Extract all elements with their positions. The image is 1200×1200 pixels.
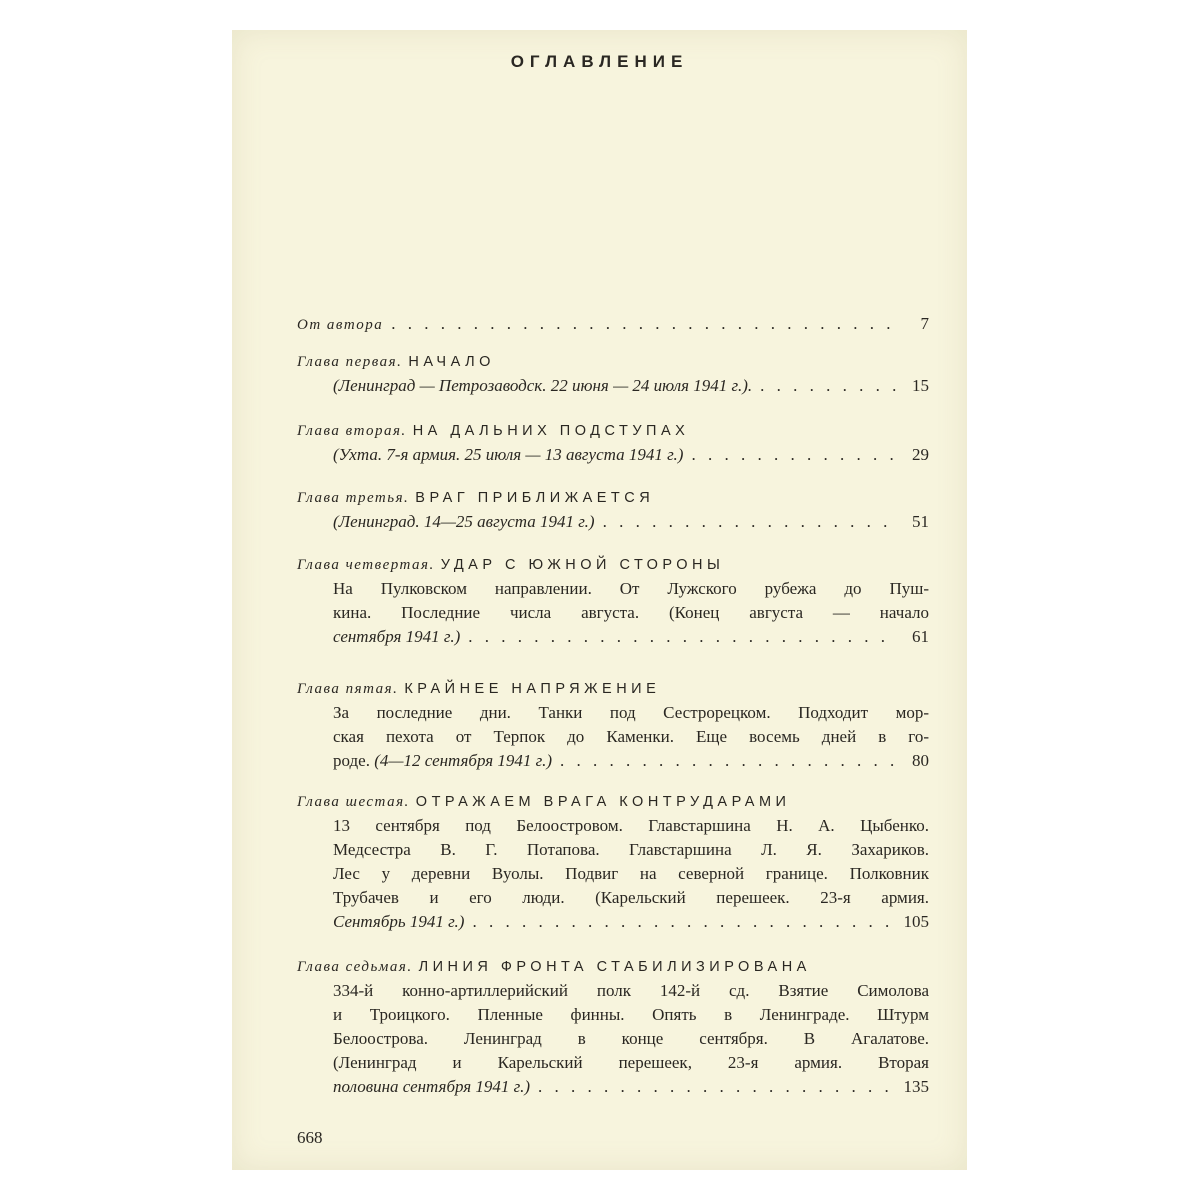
page-number: 29 bbox=[912, 445, 929, 464]
chapter-description-line: 13 сентября под Белоостровом. Главстаршина Н. А. Цыбенко. bbox=[333, 816, 929, 835]
chapter-title: НАЧАЛО bbox=[408, 354, 495, 370]
dot-leader bbox=[760, 374, 897, 398]
chapter-description-line: Медсестра В. Г. Потапова. Главстаршина Л. Я. Захариков. bbox=[333, 840, 929, 859]
chapter-dates: (Ленинград — Петрозаводск. 22 июня — 24 июля 1941 г.). bbox=[333, 376, 753, 395]
page-number: 15 bbox=[912, 376, 929, 395]
page-number: 61 bbox=[912, 627, 929, 646]
chapter-number: Глава первая. bbox=[297, 354, 403, 370]
chapter-number: Глава вторая. bbox=[297, 423, 407, 439]
toc-entry-author bbox=[297, 312, 929, 336]
dot-leader bbox=[603, 510, 897, 534]
chapter-dates: (4—12 сентября 1941 г.) bbox=[374, 751, 552, 770]
chapter-title: ВРАГ ПРИБЛИЖАЕТСЯ bbox=[415, 490, 655, 506]
page-number: 7 bbox=[920, 314, 929, 333]
chapter-number: Глава шестая. bbox=[297, 794, 410, 810]
dot-leader bbox=[472, 910, 895, 934]
chapter-number: Глава седьмая. bbox=[297, 959, 413, 975]
toc-chapter bbox=[297, 419, 929, 467]
toc-chapter bbox=[297, 486, 929, 534]
chapter-title: УДАР С ЮЖНОЙ СТОРОНЫ bbox=[440, 557, 725, 573]
chapter-description-line: Лес у деревни Вуолы. Подвиг на северной границе. Полковник bbox=[333, 864, 929, 883]
chapter-description-line: На Пулковском направлении. От Лужского рубежа до Пуш- bbox=[333, 579, 929, 598]
page-number: 80 bbox=[912, 751, 929, 770]
page-number: 105 bbox=[903, 912, 929, 931]
toc-chapter bbox=[297, 553, 929, 649]
toc-chapter bbox=[297, 790, 929, 934]
chapter-title: НА ДАЛЬНИХ ПОДСТУПАХ bbox=[412, 423, 690, 439]
chapter-description-line: кина. Последние числа августа. (Конец августа — начало bbox=[333, 603, 929, 622]
dot-leader bbox=[538, 1075, 896, 1099]
chapter-title: ЛИНИЯ ФРОНТА СТАБИЛИЗИРОВАНА bbox=[418, 959, 811, 975]
page-number: 135 bbox=[903, 1077, 929, 1096]
chapter-description-text: роде. bbox=[333, 751, 370, 770]
chapter-description-line: и Троицкого. Пленные финны. Опять в Ленинграде. Штурм bbox=[333, 1005, 929, 1024]
folio: 668 bbox=[297, 1128, 323, 1147]
chapter-description-line: За последние дни. Танки под Сестрорецком. Подходит мор- bbox=[333, 703, 929, 722]
chapter-dates: сентября 1941 г.) bbox=[333, 627, 461, 646]
dot-leader bbox=[691, 443, 897, 467]
chapter-number: Глава пятая. bbox=[297, 681, 399, 697]
chapter-description-line: Трубачев и его люди. (Карельский перешеек. 23-я армия. bbox=[333, 888, 929, 907]
chapter-dates: Сентябрь 1941 г.) bbox=[333, 912, 465, 931]
dot-leader bbox=[560, 749, 897, 773]
chapter-description-line: Белоострова. Ленинград в конце сентября. В Агалатове. bbox=[333, 1029, 929, 1048]
chapter-dates: (Ухта. 7-я армия. 25 июля — 13 августа 1941 г.) bbox=[333, 445, 684, 464]
chapter-title: ОТРАЖАЕМ ВРАГА КОНТРУДАРАМИ bbox=[415, 794, 791, 810]
chapter-dates: половина сентября 1941 г.) bbox=[333, 1077, 530, 1096]
toc-chapter bbox=[297, 677, 929, 773]
toc-entry-label: От автора bbox=[297, 317, 384, 333]
chapter-description-line: 334-й конно-артиллерийский полк 142-й сд. Взятие Симолова bbox=[333, 981, 929, 1000]
chapter-description-line: (Ленинград и Карельский перешеек, 23-я армия. Вторая bbox=[333, 1053, 929, 1072]
page-number: 51 bbox=[912, 512, 929, 531]
toc-chapter bbox=[297, 955, 929, 1099]
chapter-number: Глава третья. bbox=[297, 490, 410, 506]
book-page bbox=[232, 30, 967, 1170]
chapter-dates: (Ленинград. 14—25 августа 1941 г.) bbox=[333, 512, 595, 531]
page-heading: ОГЛАВЛЕНИЕ bbox=[510, 52, 689, 71]
chapter-description-line: ская пехота от Терпок до Каменки. Еще восемь дней в го- bbox=[333, 727, 929, 746]
dot-leader bbox=[391, 312, 897, 336]
chapter-title: КРАЙНЕЕ НАПРЯЖЕНИЕ bbox=[404, 681, 661, 697]
chapter-number: Глава четвертая. bbox=[297, 557, 435, 573]
dot-leader bbox=[468, 625, 897, 649]
toc-chapter bbox=[297, 350, 929, 398]
